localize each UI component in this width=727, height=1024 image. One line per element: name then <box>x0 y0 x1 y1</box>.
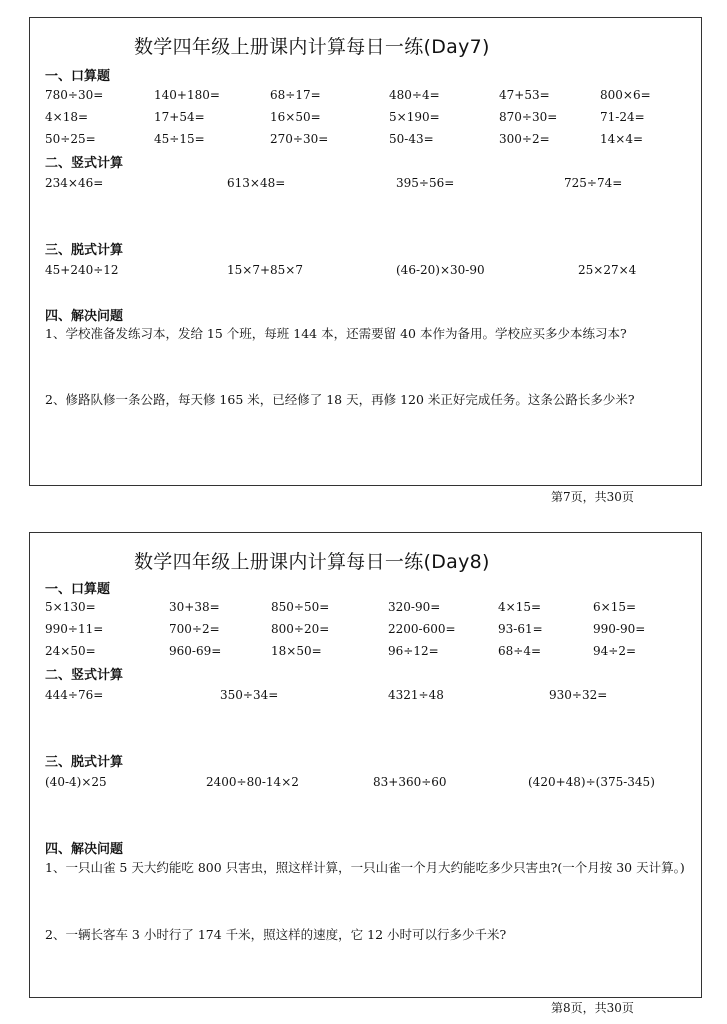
oral-problem: 93-61= <box>498 622 543 636</box>
oral-problem: 14×4= <box>600 132 644 146</box>
worksheet-page-day7 <box>29 17 702 486</box>
stepwise-problem: 25×27×4 <box>578 263 637 277</box>
stepwise-problem: 83+360÷60 <box>373 775 447 789</box>
oral-problem: 140+180= <box>154 88 220 102</box>
vertical-problem: 395÷56= <box>396 176 455 190</box>
section-heading-oral: 一、口算题 <box>45 69 111 84</box>
page-title: 数学四年级上册课内计算每日一练(Day8) <box>134 551 490 573</box>
oral-problem: 68÷4= <box>498 644 542 658</box>
section-heading-word-problems: 四、解决问题 <box>45 309 124 324</box>
word-problem: 1、一只山雀 5 天大约能吃 800 只害虫，照这样计算，一只山雀一个月大约能吃多少只害虫?(一个月按 30 天计算。) <box>45 860 685 875</box>
oral-problem: 990÷11= <box>45 622 104 636</box>
oral-problem: 94÷2= <box>593 644 637 658</box>
oral-problem: 17+54= <box>154 110 205 124</box>
oral-problem: 50-43= <box>389 132 434 146</box>
oral-problem: 50÷25= <box>45 132 96 146</box>
vertical-problem: 930÷32= <box>549 688 608 702</box>
oral-problem: 480÷4= <box>389 88 440 102</box>
stepwise-problem: 2400÷80-14×2 <box>206 775 299 789</box>
oral-problem: 800÷20= <box>271 622 330 636</box>
worksheet-page-day8 <box>29 532 702 998</box>
word-problem: 2、修路队修一条公路，每天修 165 米，已经修了 18 天，再修 120 米正好完成任务。这条公路长多少米? <box>45 392 635 407</box>
vertical-problem: 4321÷48 <box>388 688 444 702</box>
oral-problem: 18×50= <box>271 644 322 658</box>
oral-problem: 6×15= <box>593 600 637 614</box>
oral-problem: 270÷30= <box>270 132 329 146</box>
section-heading-vertical: 二、竖式计算 <box>45 156 124 171</box>
page-title: 数学四年级上册课内计算每日一练(Day7) <box>134 36 490 58</box>
oral-problem: 700÷2= <box>169 622 220 636</box>
oral-problem: 30+38= <box>169 600 220 614</box>
stepwise-problem: (40-4)×25 <box>45 775 107 789</box>
vertical-problem: 613×48= <box>227 176 286 190</box>
stepwise-problem: 15×7+85×7 <box>227 263 303 277</box>
section-heading-word-problems: 四、解决问题 <box>45 842 124 857</box>
oral-problem: 45÷15= <box>154 132 205 146</box>
oral-problem: 47+53= <box>499 88 550 102</box>
oral-problem: 850÷50= <box>271 600 330 614</box>
oral-problem: 24×50= <box>45 644 96 658</box>
oral-problem: 960-69= <box>169 644 222 658</box>
page-footer: 第8页，共30页 <box>551 1001 634 1015</box>
oral-problem: 5×190= <box>389 110 440 124</box>
section-heading-stepwise: 三、脱式计算 <box>45 243 124 258</box>
vertical-problem: 725÷74= <box>564 176 623 190</box>
oral-problem: 800×6= <box>600 88 651 102</box>
oral-problem: 5×130= <box>45 600 96 614</box>
stepwise-problem: (46-20)×30-90 <box>396 263 485 277</box>
oral-problem: 68÷17= <box>270 88 321 102</box>
word-problem: 2、一辆长客车 3 小时行了 174 千米，照这样的速度，它 12 小时可以行多少千米? <box>45 927 507 942</box>
oral-problem: 300÷2= <box>499 132 550 146</box>
oral-problem: 16×50= <box>270 110 321 124</box>
oral-problem: 71-24= <box>600 110 645 124</box>
section-heading-stepwise: 三、脱式计算 <box>45 755 124 770</box>
stepwise-problem: (420+48)÷(375-345) <box>528 775 655 789</box>
oral-problem: 4×18= <box>45 110 89 124</box>
vertical-problem: 350÷34= <box>220 688 279 702</box>
oral-problem: 990-90= <box>593 622 646 636</box>
vertical-problem: 444÷76= <box>45 688 104 702</box>
oral-problem: 4×15= <box>498 600 542 614</box>
page-footer: 第7页，共30页 <box>551 490 634 504</box>
stepwise-problem: 45+240÷12 <box>45 263 119 277</box>
oral-problem: 2200-600= <box>388 622 456 636</box>
oral-problem: 320-90= <box>388 600 441 614</box>
oral-problem: 780÷30= <box>45 88 104 102</box>
vertical-problem: 234×46= <box>45 176 104 190</box>
oral-problem: 96÷12= <box>388 644 439 658</box>
section-heading-oral: 一、口算题 <box>45 582 111 597</box>
word-problem: 1、学校准备发练习本，发给 15 个班，每班 144 本，还需要留 40 本作为备用。学校应买多少本练习本? <box>45 326 627 341</box>
oral-problem: 870÷30= <box>499 110 558 124</box>
section-heading-vertical: 二、竖式计算 <box>45 668 124 683</box>
